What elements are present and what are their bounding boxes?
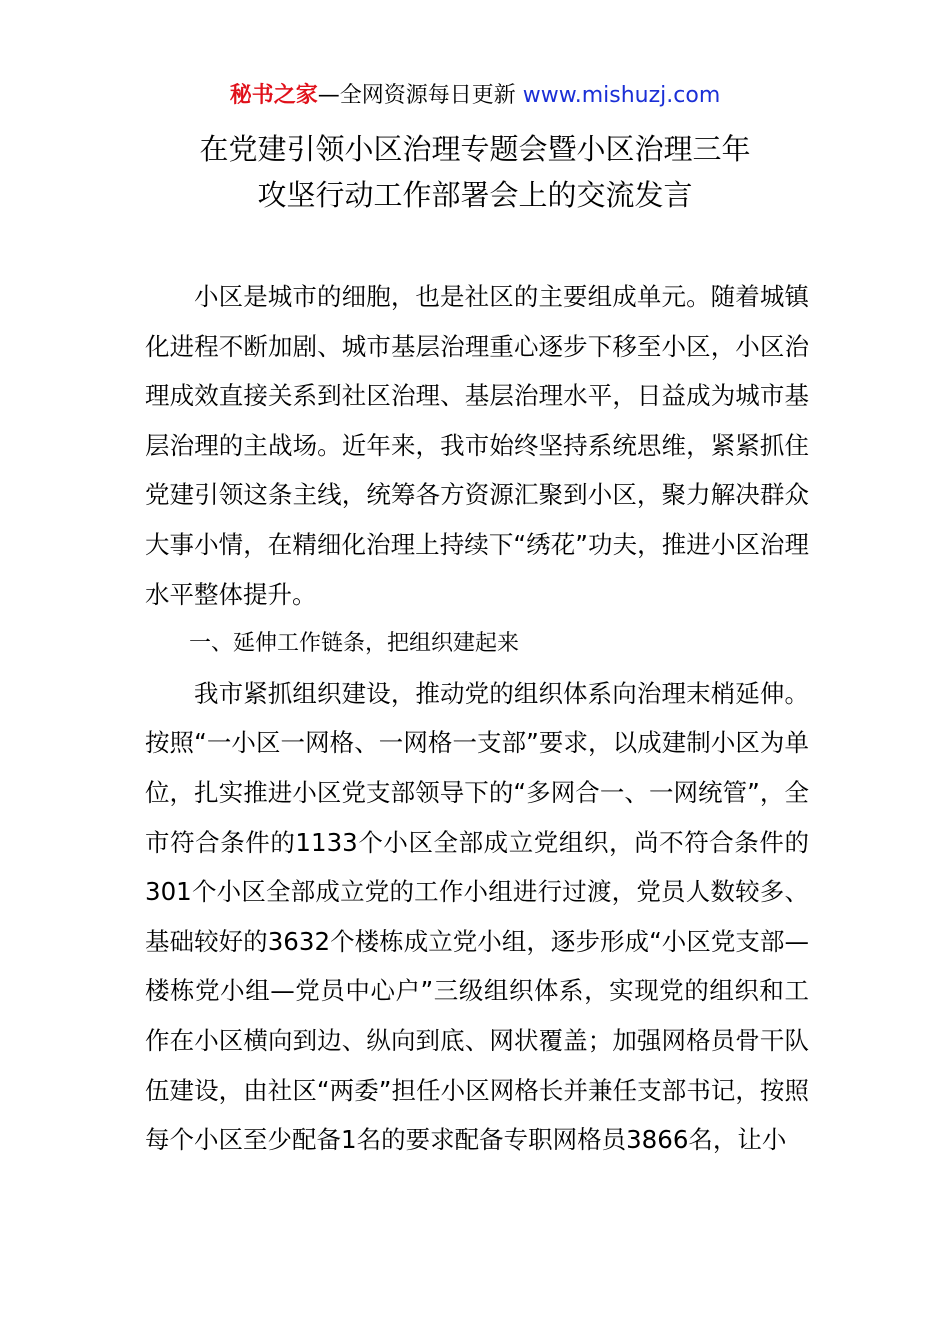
site-brand: 秘书之家 [229,83,318,108]
title-line-2: 攻坚行动工作部署会上的交流发言 [257,178,693,212]
document-title [0,126,950,218]
document-body [145,272,809,1165]
section-heading-1: 一、延伸工作链条，把组织建起来 [189,631,520,657]
site-url-link[interactable]: www.mishuzj.com [522,83,721,108]
title-line-1: 在党建引领小区治理专题会暨小区治理三年 [199,132,751,166]
paragraph-section-1: 我市紧抓组织建设，推动党的组织体系向治理末梢延伸。按照“一小区一网格、一网格一支部”要求，以成建制小区为单位，扎实推进小区党支部领导下的“多网合一、一网统管”，全市符合条件的1133个小区全部成立党组织，尚不符合条件的301个小区全部成立党的工作小组进行过渡，党员人数较多、基础较好的3632个楼栋成立党小组，逐步形成“小区党支部—楼栋党小组—党员中心户”三级组织体系，实现党的组织和工作在小区横向到边、纵向到底、网状覆盖；加强网格员骨干队伍建设，由社区“两委”担任小区网格长并兼任支部书记，按照每个小区至少配备1名的要求配备专职网格员3866名，让小 [145,678,809,1155]
site-tagline: —全网资源每日更新 [317,83,523,108]
site-header [0,80,950,112]
paragraph-intro: 小区是城市的细胞，也是社区的主要组成单元。随着城镇化进程不断加剧、城市基层治理重心逐步下移至小区，小区治理成效直接关系到社区治理、基层治理水平，日益成为城市基层治理的主战场。近年来，我市始终坚持系统思维，紧紧抓住党建引领这条主线，统筹各方资源汇聚到小区，聚力解决群众大事小情，在精细化治理上持续下“绣花”功夫，推进小区治理水平整体提升。 [145,282,809,609]
